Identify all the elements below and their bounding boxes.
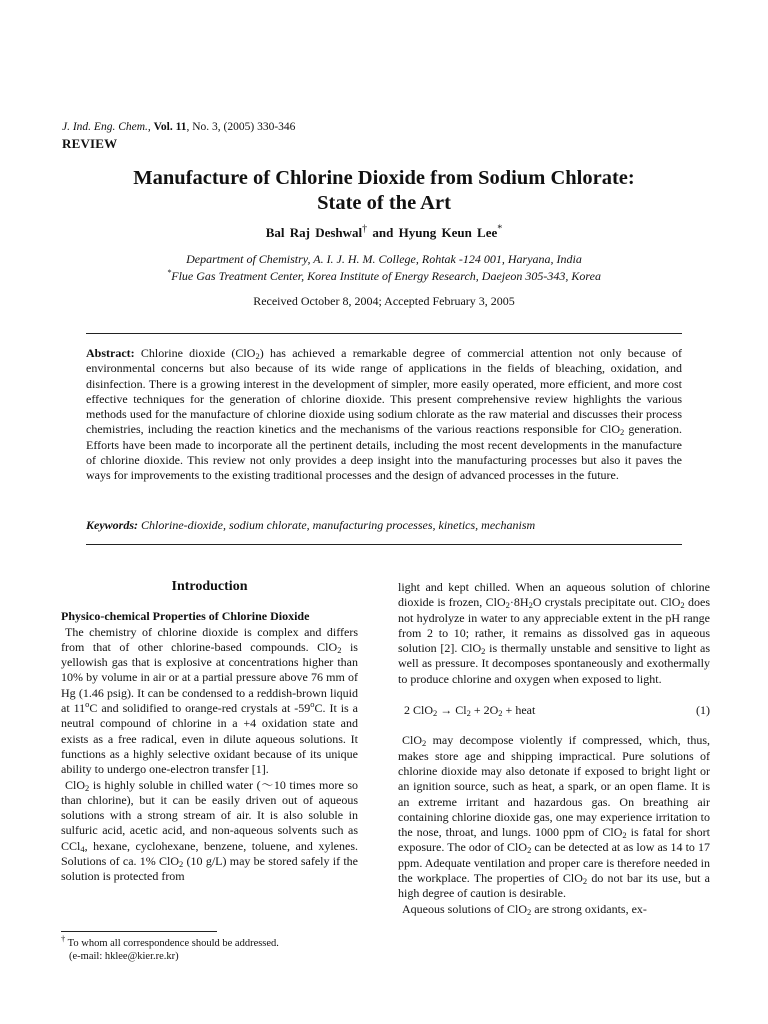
footnote-email: (e-mail: hklee@kier.re.kr) xyxy=(69,951,179,962)
subscript: 2 xyxy=(620,427,625,438)
affiliation-2-mark: * xyxy=(167,267,172,277)
body-paragraph xyxy=(61,625,358,778)
abstract-text-3: generation. Efforts have been made to incorporate all the pertinent details, including the most recent developments in the manufacture of chlorine dioxide. This review not only provides a deep insight into the manufacturing processes but also it paves the ways for improvements to the existing traditional processes and the design of advanced processes in the future. xyxy=(86,422,682,483)
subscript: 2 xyxy=(337,644,342,655)
subscript: 2 xyxy=(680,600,685,611)
subscript: 4 xyxy=(80,843,85,854)
left-column xyxy=(61,579,358,885)
footnote-text: To whom all correspondence should be addressed. xyxy=(65,938,279,949)
journal-citation xyxy=(62,121,295,133)
degree-mark: o xyxy=(85,699,90,710)
text-run: ClO xyxy=(65,777,86,792)
degree-mark: o xyxy=(310,699,315,710)
footnote-line-1 xyxy=(61,933,361,950)
author-1-mark: † xyxy=(362,223,368,235)
body-paragraph xyxy=(61,778,358,885)
text-run: (10 g/L) may be stored safely if the solution is protected from xyxy=(61,854,358,884)
text-run: , hexane, cyclohexane, benzene, toluene, and xylenes. Solutions of ca. 1% ClO xyxy=(61,838,358,869)
text-run: ClO xyxy=(402,733,423,748)
text-run: can be detected at as low as 14 to 17 ppm. Adequate ventilation and proper care is therefore needed in the workplace. The properties of ClO xyxy=(398,840,710,886)
text-run: 2 ClO xyxy=(404,703,434,718)
affiliation-2-text: Flue Gas Treatment Center, Korea Institute of Energy Research, Daejeon 305-343, Korea xyxy=(171,269,601,283)
journal-abbrev: J. Ind. Eng. Chem., xyxy=(62,121,151,133)
subscript: 2 xyxy=(527,845,532,856)
equation-body xyxy=(404,703,535,718)
subscript: 2 xyxy=(466,708,471,719)
text-run: Aqueous solutions of ClO xyxy=(402,901,528,916)
abstract-label: Abstract: xyxy=(86,346,135,360)
subscript: 2 xyxy=(498,708,503,719)
footnote xyxy=(61,933,361,963)
text-run: is thermally unstable and sensitive to light as well as pressure. It decomposes spontaneously and exothermally to produce chlorine and oxygen when exposed to light. xyxy=(398,641,710,686)
subscript: 2 xyxy=(179,859,184,870)
subsection-heading: Physico-chemical Properties of Chlorine Dioxide xyxy=(61,609,310,624)
subscript: 2 xyxy=(481,646,486,657)
keywords xyxy=(86,518,682,533)
text-run: + 2O xyxy=(470,703,499,718)
subscript: 2 xyxy=(422,738,427,749)
body-paragraph xyxy=(398,733,710,901)
journal-volume: Vol. 11 xyxy=(153,121,187,133)
text-run: are strong oxidants, ex- xyxy=(531,901,647,916)
text-run: The chemistry of chlorine dioxide is complex and differs from that of other chlorine-based compounds. ClO xyxy=(61,624,358,654)
equation-1 xyxy=(398,703,710,718)
subscript: 2 xyxy=(433,708,438,719)
author-list xyxy=(60,225,708,241)
subscript: 2 xyxy=(527,906,532,917)
abstract-text-2: ) has achieved a remarkable degree of commercial attention not only because of environmental concerns but also because of its wide range of applications in the fields of bleaching, oxidation, and disinfection. There is a growing interest in the development of simpler, more easily operated, more efficient, and more cost effective techniques for the generation of chlorine dioxide. This present comprehensive review highlights the various methods used for the manufacture of chlorine dioxide using sodium chlorate as the raw material and discusses their process chemistries, including the reaction kinetics and the mechanisms of the various reactions responsible for ClO xyxy=(86,346,682,437)
affiliation-1: Department of Chemistry, A. I. J. H. M. College, Rohtak -124 001, Haryana, India xyxy=(186,252,582,266)
author-2: Hyung Keun Lee xyxy=(398,225,498,240)
subscript: 2 xyxy=(505,600,510,611)
paper-title xyxy=(60,166,708,216)
abstract-text-1: Chlorine dioxide (ClO xyxy=(134,346,256,360)
author-conjunction: and xyxy=(372,225,394,240)
journal-issue-pages: , No. 3, (2005) 330-346 xyxy=(186,121,296,133)
section-heading-introduction: Introduction xyxy=(171,579,248,594)
text-run: do not bar its use, but a high degree of caution is desirable. xyxy=(398,871,710,901)
text-run: ·8H xyxy=(509,595,529,610)
equation-number: (1) xyxy=(696,703,710,718)
text-run: C. It is a neutral compound of chlorine in a +4 oxidation state and exists as a free radical, even in dilute aqueous solutions. It functions as a highly selective oxidant because of its unique ability to undergo one-electron transfer [1]. xyxy=(61,701,358,777)
subscript: 2 xyxy=(622,830,627,841)
text-run: light and kept chilled. When an aqueous solution of chlorine dioxide is frozen, ClO xyxy=(398,580,710,610)
abstract-bottom-rule xyxy=(86,544,682,545)
abstract xyxy=(86,346,682,484)
author-2-mark: * xyxy=(497,223,503,235)
subscript: 2 xyxy=(528,600,533,611)
paper-title-line-1: Manufacture of Chlorine Dioxide from Sodium Chlorate: xyxy=(133,167,635,189)
footnote-mark: † xyxy=(61,933,66,944)
subscript: 2 xyxy=(85,782,90,793)
text-run: may decompose violently if compressed, which, thus, makes store age and shipping impractical. Pure solutions of chlorine dioxide may also detonate if exposed to bright light or an ignition source, such as heat, a spark, or an open flame. It is an extreme irritant and hazardous gas. On breathing air containing chlorine dioxide gas, one may experience irritation to the nose, throat, and lungs. 1000 ppm of ClO xyxy=(398,733,710,840)
text-run: C and solidified to orange-red crystals at -59 xyxy=(89,701,311,716)
affiliation-2 xyxy=(60,269,708,284)
right-column xyxy=(398,580,710,917)
abstract-top-rule xyxy=(86,333,682,334)
subscript: 2 xyxy=(255,351,260,361)
text-run: is yellowish gas that is explosive at concentrations higher than 10% by volume in air or at a partial pressure above 76 mm of Hg (1.46 psig). It can be condensed to a reddish-brown liquid at 11 xyxy=(61,639,358,716)
text-run: + heat xyxy=(502,703,536,718)
text-run: does not hydrolyze in water to any appreciable extent in the pH range from 2 to 10; rather, it remains as dissolved gas in aqueous solution [2]. ClO xyxy=(398,595,710,656)
keywords-label: Keywords: xyxy=(86,518,138,532)
body-paragraph xyxy=(398,902,710,917)
section-label: REVIEW xyxy=(62,136,118,151)
author-1: Bal Raj Deshwal xyxy=(265,225,363,240)
text-run: → Cl xyxy=(437,703,467,718)
received-dates: Received October 8, 2004; Accepted February 3, 2005 xyxy=(253,294,515,308)
text-run: is highly soluble in chilled water (～10 times more so than chlorine), but it can be easily driven out of aqueous solutions with a strong stream of air. It is also soluble in sulfuric acid, acetic acid, and non-aqueous solvents such as CCl xyxy=(61,777,358,853)
body-paragraph xyxy=(398,580,710,687)
text-run: O crystals precipitate out. ClO xyxy=(532,595,681,610)
subscript: 2 xyxy=(582,876,588,887)
paper-title-line-2: State of the Art xyxy=(317,192,451,214)
footnote-rule xyxy=(61,931,217,932)
keywords-text: Chlorine-dioxide, sodium chlorate, manufacturing processes, kinetics, mechanism xyxy=(138,518,536,532)
text-run: is fatal for short exposure. The odor of ClO xyxy=(398,825,711,855)
